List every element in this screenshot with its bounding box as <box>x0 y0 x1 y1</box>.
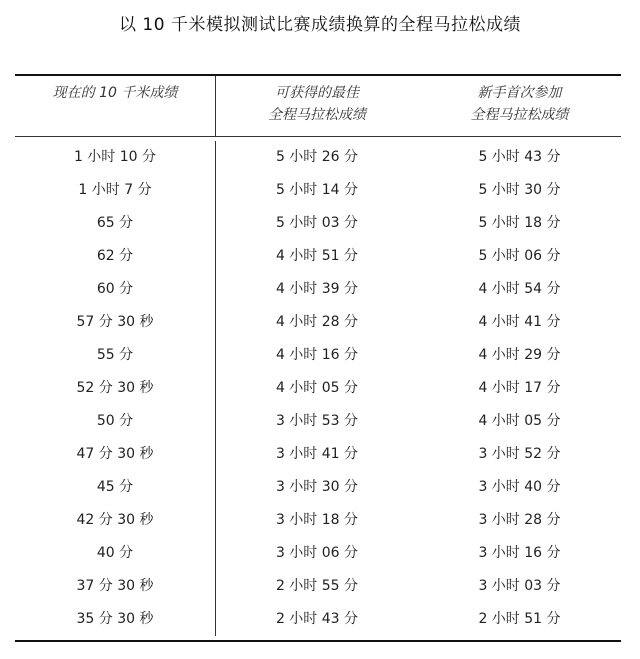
cell-best-marathon: 5 小时 03 分 <box>275 215 359 231</box>
cell-best-marathon: 5 小时 14 分 <box>275 182 359 198</box>
table-row <box>15 438 621 471</box>
cell-best-marathon: 3 小时 53 分 <box>275 413 359 429</box>
cell-10k-result: 37 分 30 秒 <box>15 570 216 603</box>
table-header <box>15 76 621 137</box>
cell-best-marathon: 3 小时 41 分 <box>275 446 359 462</box>
cell-first-marathon: 3 小时 28 分 <box>478 512 561 528</box>
table-row <box>15 306 621 339</box>
table-row <box>15 405 621 438</box>
table-row <box>15 603 621 636</box>
cell-first-marathon: 5 小时 18 分 <box>478 215 561 231</box>
table-row <box>15 570 621 603</box>
cell-first-marathon: 3 小时 40 分 <box>478 479 561 495</box>
column-header-line: 全程马拉松成绩 <box>268 107 366 123</box>
cell-10k-result: 35 分 30 秒 <box>15 603 216 636</box>
cell-first-marathon: 5 小时 06 分 <box>478 248 561 264</box>
table-row <box>15 141 621 174</box>
column-header-line: 可获得的最佳 <box>275 85 359 101</box>
table-row <box>15 471 621 504</box>
cell-10k-result: 57 分 30 秒 <box>15 306 216 339</box>
cell-first-marathon: 3 小时 16 分 <box>478 545 561 561</box>
column-header-line: 全程马拉松成绩 <box>470 107 569 123</box>
cell-10k-result: 40 分 <box>15 537 216 570</box>
cell-first-marathon: 4 小时 54 分 <box>478 281 561 297</box>
cell-best-marathon: 3 小时 06 分 <box>275 545 359 561</box>
cell-10k-result: 50 分 <box>15 405 216 438</box>
cell-first-marathon: 2 小时 51 分 <box>478 611 561 627</box>
page-title: 以 10 千米模拟测试比赛成绩换算的全程马拉松成绩 <box>119 15 521 35</box>
table-row <box>15 537 621 570</box>
table-row <box>15 504 621 537</box>
cell-first-marathon: 4 小时 41 分 <box>478 314 561 330</box>
cell-best-marathon: 4 小时 16 分 <box>275 347 359 363</box>
cell-first-marathon: 4 小时 29 分 <box>478 347 561 363</box>
cell-10k-result: 1 小时 7 分 <box>15 174 216 207</box>
cell-10k-result: 1 小时 10 分 <box>15 141 216 174</box>
cell-first-marathon: 3 小时 03 分 <box>478 578 561 594</box>
cell-best-marathon: 5 小时 26 分 <box>275 149 359 165</box>
cell-10k-result: 52 分 30 秒 <box>15 372 216 405</box>
table-row <box>15 372 621 405</box>
cell-10k-result: 42 分 30 秒 <box>15 504 216 537</box>
table-row <box>15 174 621 207</box>
cell-first-marathon: 5 小时 43 分 <box>478 149 561 165</box>
cell-first-marathon: 5 小时 30 分 <box>478 182 561 198</box>
cell-best-marathon: 4 小时 28 分 <box>275 314 359 330</box>
cell-best-marathon: 4 小时 51 分 <box>275 248 359 264</box>
cell-10k-result: 55 分 <box>15 339 216 372</box>
column-header-line: 现在的 10 千米成绩 <box>52 85 178 101</box>
cell-10k-result: 60 分 <box>15 273 216 306</box>
cell-best-marathon: 4 小时 05 分 <box>275 380 359 396</box>
table-row <box>15 240 621 273</box>
table-body <box>15 137 621 640</box>
cell-10k-result: 47 分 30 秒 <box>15 438 216 471</box>
cell-10k-result: 65 分 <box>15 207 216 240</box>
cell-first-marathon: 3 小时 52 分 <box>478 446 561 462</box>
cell-best-marathon: 4 小时 39 分 <box>275 281 359 297</box>
cell-best-marathon: 3 小时 30 分 <box>275 479 359 495</box>
cell-best-marathon: 3 小时 18 分 <box>275 512 359 528</box>
column-header-first-marathon <box>418 76 621 136</box>
table-row <box>15 273 621 306</box>
cell-10k-result: 62 分 <box>15 240 216 273</box>
table-row <box>15 339 621 372</box>
conversion-table <box>15 74 621 642</box>
table-row <box>15 207 621 240</box>
column-header-10k-result <box>15 76 216 136</box>
column-header-best-marathon <box>216 76 418 136</box>
cell-first-marathon: 4 小时 05 分 <box>478 413 561 429</box>
cell-best-marathon: 2 小时 55 分 <box>275 578 359 594</box>
cell-first-marathon: 4 小时 17 分 <box>478 380 561 396</box>
cell-10k-result: 45 分 <box>15 471 216 504</box>
column-header-line: 新手首次参加 <box>477 85 562 101</box>
cell-best-marathon: 2 小时 43 分 <box>275 611 359 627</box>
